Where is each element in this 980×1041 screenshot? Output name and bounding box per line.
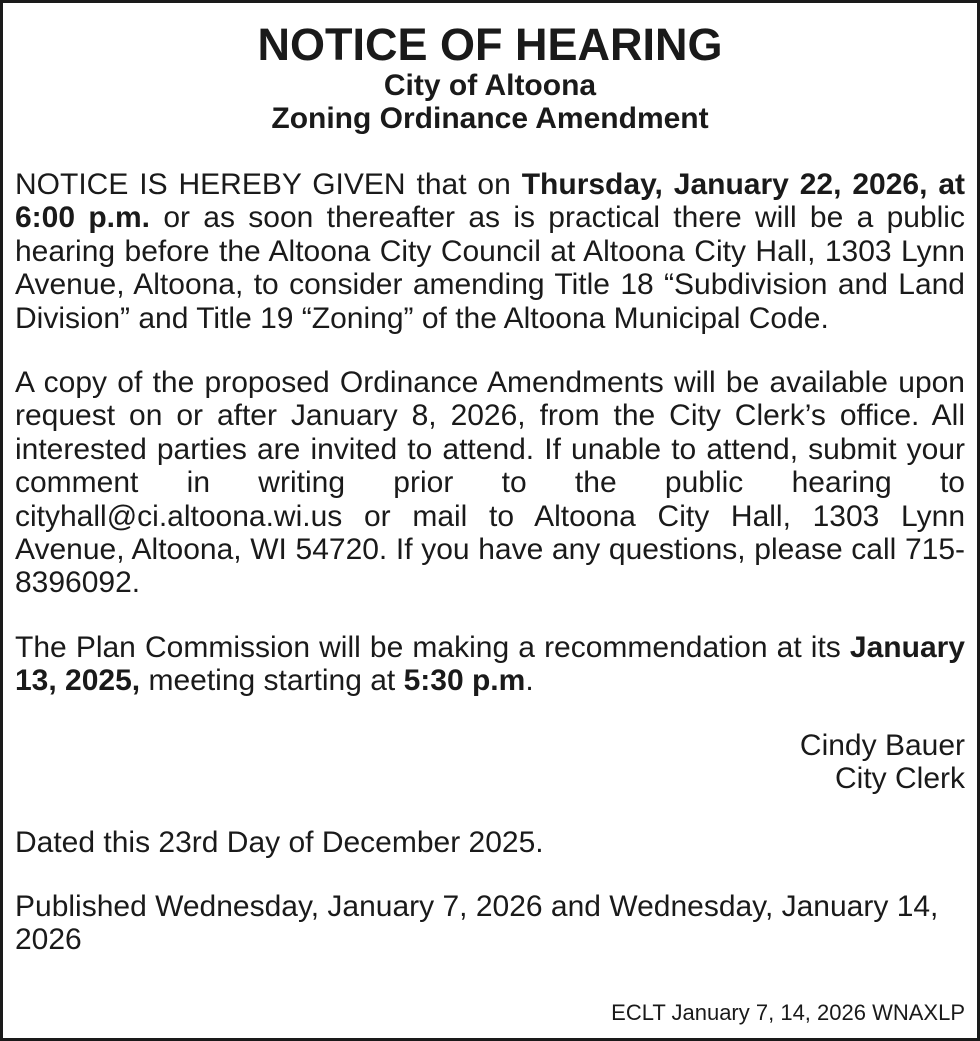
plan-commission-paragraph — [15, 631, 965, 698]
hearing-paragraph — [15, 168, 965, 335]
hearing-intro-text: NOTICE IS HEREBY GIVEN that on — [15, 168, 522, 201]
publication-footer: ECLT January 7, 14, 2026 WNAXLP — [611, 1000, 965, 1025]
plan-commission-time: 5:30 p.m — [403, 664, 526, 698]
published-line: Published Wednesday, January 7, 2026 and Wednesday, January 14, 2026 — [15, 889, 939, 956]
copy-availability-paragraph: A copy of the proposed Ordinance Amendments will be available upon request on or after January 8, 2026, from the City Clerk’s office. All interested parties are invited to attend. If unable to attend, submit your comment in writing prior to the public hearing to cityhall@ci.altoona.wi.us or mail to Altoona City Hall, 1303 Lynn Avenue, Altoona, WI 54720. If you have any questions, please call 715-8396092. — [15, 366, 965, 600]
plan-commission-middle: meeting starting at — [140, 664, 404, 698]
signature-block — [15, 729, 965, 795]
notice-subtitle-topic: Zoning Ordinance Amendment — [271, 102, 709, 135]
notice-subtitle-city: City of Altoona — [383, 69, 597, 102]
hearing-date-time: Thursday, January 22, 2026, at 6:00 p.m. — [15, 168, 965, 235]
hearing-details-text: or as soon thereafter as is practical there will be a public hearing before the Altoona City Council at Altoona City Hall, 1303 Lynn Avenue, Altoona, to consider amending Title 18 “Subdivision and Land Division” and Title 19 “Zoning” of the Altoona Municipal Code. — [15, 201, 965, 335]
notice-title: NOTICE OF HEARING — [257, 19, 723, 70]
signer-name: Cindy Bauer — [799, 728, 965, 762]
signer-title: City Clerk — [834, 761, 965, 795]
plan-commission-intro: The Plan Commission will be making a recommendation at its — [15, 630, 850, 664]
plan-commission-end: . — [525, 664, 534, 698]
plan-commission-date: January 13, 2025, — [15, 630, 965, 698]
notice-header — [15, 21, 965, 135]
dated-line: Dated this 23rd Day of December 2025. — [15, 825, 544, 859]
